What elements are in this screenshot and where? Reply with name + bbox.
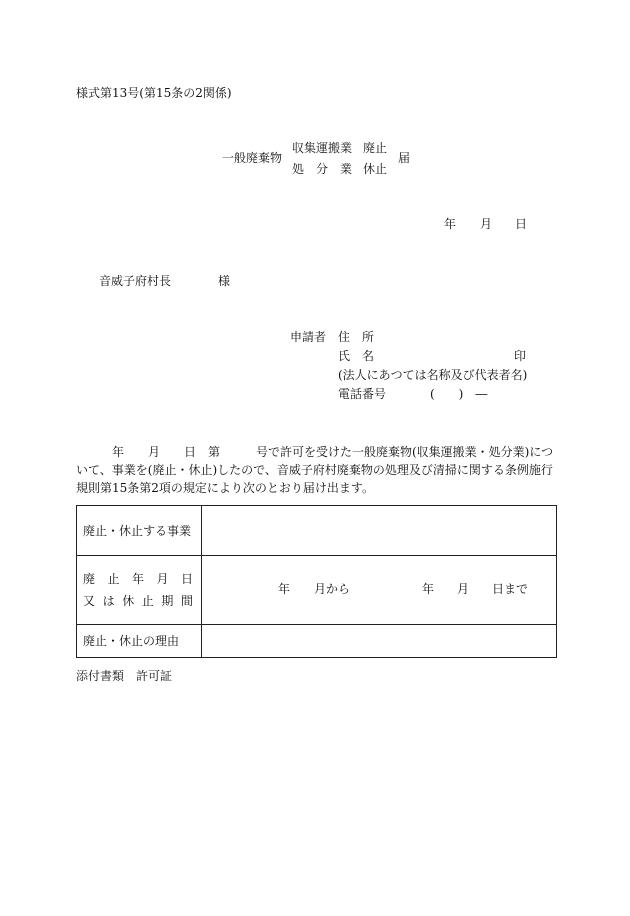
- period-to-month: 月: [457, 582, 470, 596]
- body-line-2: いて、事業を(廃止・休止)したので、音威子府村廃棄物の処理及び清掃に関する条例施行: [76, 463, 553, 477]
- period-label-char: 止: [107, 572, 120, 586]
- period-to-day: 日まで: [492, 582, 529, 596]
- period-label-char: 間: [180, 594, 193, 608]
- body-line-1: 年 月 日 第 号で許可を受けた一般廃棄物(収集運搬業・処分業)につ: [112, 445, 554, 459]
- period-label-char: は: [102, 594, 115, 608]
- date-day: 日: [515, 217, 528, 231]
- period-label-char: 休: [122, 594, 135, 608]
- attachment-note: 添付書類 許可証: [76, 669, 173, 683]
- title-business-collection: 収集運搬業: [292, 141, 353, 155]
- title-business-disposal: 処 分 業: [292, 162, 353, 176]
- date-month: 月: [480, 217, 493, 231]
- title-suffix: 届: [398, 151, 411, 165]
- business-label: 廃止・休止する事業: [83, 524, 192, 538]
- period-label-char: 廃: [83, 572, 96, 586]
- period-label-char: 月: [156, 572, 169, 586]
- period-label-char: 日: [180, 572, 193, 586]
- phone-format: ( ) ―: [430, 387, 488, 401]
- form-number: 様式第13号(第15条の2関係): [76, 86, 232, 100]
- notice-table: [76, 505, 557, 658]
- applicant-address-label: 住 所: [338, 330, 375, 344]
- table-row-business: [77, 506, 556, 556]
- period-field[interactable]: [202, 556, 556, 624]
- period-from-year: 年: [278, 582, 291, 596]
- table-row-period: [77, 556, 556, 625]
- period-label-char: 年: [131, 572, 144, 586]
- seal-mark: 印: [514, 349, 527, 363]
- period-label-char: 又: [83, 594, 96, 608]
- period-to-year: 年: [422, 582, 435, 596]
- body-line-3: 規則第15条第2項の規定により次のとおり届け出ます。: [76, 481, 374, 495]
- reason-field[interactable]: [202, 625, 556, 658]
- addressee-name: 音威子府村長: [99, 274, 172, 288]
- corporate-note: (法人にあつては名称及び代表者名): [338, 368, 528, 382]
- date-year: 年: [444, 217, 457, 231]
- period-from-month: 月から: [314, 582, 351, 596]
- applicant-label: 申請者: [290, 330, 327, 344]
- period-label-char: 止: [141, 594, 154, 608]
- reason-label: 廃止・休止の理由: [83, 634, 180, 648]
- addressee-honorific: 様: [218, 274, 231, 288]
- period-label-char: 期: [161, 594, 174, 608]
- title-prefix: 一般廃棄物: [222, 151, 283, 165]
- applicant-name-label: 氏 名: [338, 349, 375, 363]
- period-label-line2: [83, 595, 193, 607]
- period-label-line1: [83, 573, 193, 585]
- phone-label: 電話番号: [338, 387, 387, 401]
- title-action-abolish: 廃止: [363, 141, 388, 155]
- title-action-suspend: 休止: [363, 162, 388, 176]
- table-row-reason: [77, 625, 556, 658]
- business-field[interactable]: [202, 506, 556, 555]
